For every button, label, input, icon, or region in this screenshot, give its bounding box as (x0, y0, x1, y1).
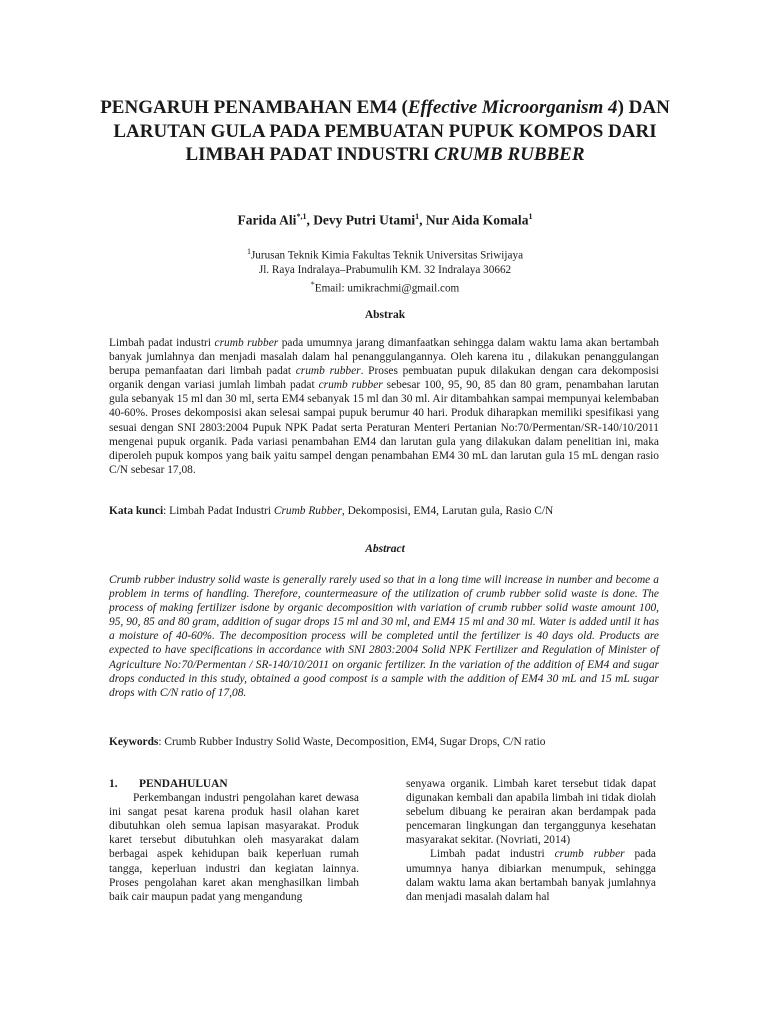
affiliation-address: Jl. Raya Indralaya–Prabumulih KM. 32 Indralaya 30662 (258, 264, 512, 277)
abstrak-italic: crumb rubber (214, 337, 279, 349)
keywords (109, 736, 669, 748)
affiliation-email-line (90, 278, 680, 296)
abstrak-italic: crumb rubber (318, 379, 383, 392)
author-name: , Devy Putri Utami (306, 212, 416, 228)
affiliation-text: Jurusan Teknik Kimia Fakultas Teknik Universitas Sriwijaya (250, 249, 524, 262)
author-affiliation-mark: 1 (415, 212, 420, 221)
paper-title (90, 96, 680, 167)
abstrak-heading: Abstrak (364, 309, 406, 321)
abstrak-body (109, 336, 659, 477)
abstract-body: Crumb rubber industry solid waste is generally rarely used so that in a long time will increase in number and become a problem in terms of handling. Therefore, countermeasure of the utilization of crumb rubber solid waste is done. The process of making fertilizer isdone by organic decomposition with variation of crumb rubber solid waste amount 100, 95, 90, 85 and 80 gram, addition of sugar drops 15 ml and 30 ml, and EM4 15 ml and 30 ml. Water is added until it has a moisture of 40-60%. The decomposition process will be completed until the fertilizer is 40 days old. Products are expected to have specifications in accordance with SNI 2803:2004 Solid NPK Fertilizer and Regulation of Minister of Agriculture No:70/Permentan / SR-140/10/2011 on organic fertilizer. In the variation of the addition of EM4 and sugar drops conducted in this study, obtained a good compost is a sample with the addition of EM4 30 mL and 15 mL sugar drops with C/N ratio of 17,08. (109, 574, 659, 699)
author-affiliation-mark: 1 (528, 212, 533, 221)
title-text: ) DAN LARUTAN GULA PADA PEMBUATAN PUPUK KOMPOS DARI LIMBAH PADAT INDUSTRI (113, 97, 670, 165)
body-text: pada umumnya hanya dibiarkan menumpuk, sehingga dalam waktu lama akan bertambah banyak jumlahnya dan menjadi masalah dalam hal (406, 848, 656, 903)
body-paragraph: senyawa organik. Limbah karet tersebut tidak dapat digunakan kembali dan apabila limbah ini tidak diolah sebelum dibuang ke perairan akan berdampak pada pencemaran lingkungan dan terganggunya kesehatan masyarakat sekitar. (Novriati, 2014) (406, 778, 656, 847)
abstrak-italic: crumb rubber (295, 365, 361, 378)
author-name: Farida Ali (237, 212, 297, 228)
left-column (109, 777, 359, 904)
affiliation-block (90, 245, 680, 296)
body-paragraph (406, 847, 656, 903)
kata-kunci-italic: Crumb Rubber (273, 505, 342, 517)
right-column (406, 777, 656, 904)
keywords-label: Keywords (109, 736, 159, 748)
body-italic: crumb rubber (554, 848, 625, 861)
corresponding-mark: * (310, 279, 315, 289)
author-list (90, 212, 680, 229)
kata-kunci-text: : Limbah Padat Industri (163, 505, 274, 517)
abstrak-text: pada umumnya jarang dimanfaatkan sehingga dalam waktu lama akan bertambah banyak jumlahnya dan menjadi masalah dalam hal penanggulangannya. Oleh karena itu , dilakukan penanggulangan berupa pemanfaatan dari limbah padat (109, 337, 659, 378)
title-text: PENGARUH PENAMBAHAN EM4 ( (100, 97, 408, 118)
affiliation-line (90, 245, 680, 263)
body-text: Limbah padat industri (430, 848, 555, 861)
title-italic-em4: Effective Microorganism 4 (407, 97, 618, 118)
body-paragraph: Perkembangan industri pengolahan karet dewasa ini sangat pesat karena produk hasil olahan karet dibutuhkan oleh semua lapisan masyarakat. Produk karet tersebut dibutuhkan oleh masyarakat dalam berbagai aspek kehidupan baik keperluan rumah tangga, keperluan industri dan kegiatan lainnya. Proses pengolahan karet akan menghasilkan limbah baik cair maupun padat yang mengandung (109, 792, 359, 903)
affiliation-mark: 1 (246, 247, 251, 256)
abstrak-text: Limbah padat industri (109, 337, 215, 349)
keywords-text: : Crumb Rubber Industry Solid Waste, Decomposition, EM4, Sugar Drops, C/N ratio (158, 736, 546, 748)
abstrak-text: sebesar 100, 95, 90, 85 dan 80 gram, penambahan larutan gula sebanyak 15 ml dan 30 ml, serta EM4 sebanyak 15 ml dan 30 ml. Air ditambahkan sampai mempunyai kelembaban 40-60%. Proses dekomposisi akan selesai sampai pupuk berumur 40 hari. Produk diharapkan memiliki spesifikasi yang sesuai dengan SNI 2803:2004 Pupuk NPK Padat serta Peraturan Menteri Pertanian No:70/Permentan/SR-140/10/2011 mengenai pupuk organik. Pada variasi penambahan EM4 dan larutan gula yang dilakukan dalam penelitian ini, maka diperoleh pupuk kompos yang baik yaitu sampel dengan penambahan EM4 30 mL dan larutan gula 15 mL dengan rasio C/N sebesar 17,08. (109, 379, 659, 476)
author-name: , Nur Aida Komala (419, 212, 529, 228)
kata-kunci-text: , Dekomposisi, EM4, Larutan gula, Rasio C/N (341, 505, 554, 517)
section-number: 1. (109, 778, 118, 790)
abstrak-text: . Proses pembuatan pupuk dilakukan dengan cara dekomposisi organik dengan variasi jumlah limbah padat (109, 365, 659, 392)
author-affiliation-mark: *,1 (296, 212, 307, 221)
kata-kunci (109, 505, 669, 517)
section-heading (109, 777, 359, 791)
kata-kunci-label: Kata kunci (109, 505, 164, 517)
section-title: PENDAHULUAN (139, 778, 228, 790)
corresponding-email: Email: umikrachmi@gmail.com (314, 282, 460, 295)
title-italic-crumb-rubber: CRUMB RUBBER (434, 144, 585, 165)
abstract-heading: Abstract (365, 543, 405, 555)
